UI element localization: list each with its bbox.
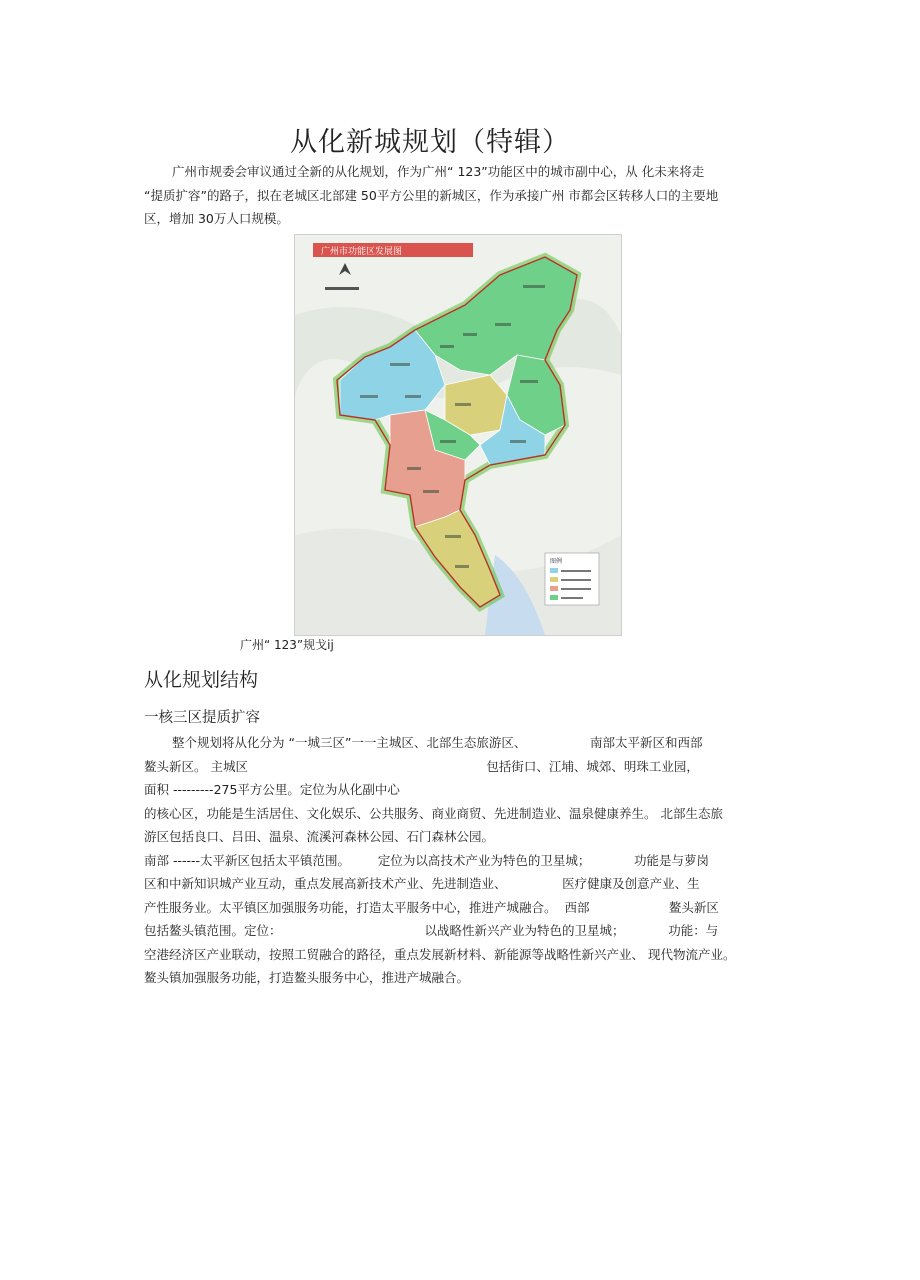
district-map-figure — [294, 234, 622, 636]
body-line: 鳌头新区。 主城区 包括街口、江埔、城郊、明珠工业园， — [144, 758, 699, 774]
legend-swatch-green — [550, 595, 558, 600]
body-line: 包括鳌头镇范围。定位： 以战略性新兴产业为特色的卫星城； 功能：与 — [144, 923, 719, 938]
legend-swatch-red — [550, 586, 558, 591]
body-line: 整个规划将从化分为 “一城三区”一一主城区、北部生态旅游区、 南部太平新区和西部 — [172, 735, 703, 750]
body-line: 面积 ---------275平方公里。定位为从化副中心 — [144, 782, 400, 797]
map-header-text: 广州市功能区发展图 — [321, 247, 403, 257]
body-line: 游区包括良口、吕田、温泉、流溪河森林公园、石门森林公园。 — [144, 829, 495, 844]
intro-paragraph — [144, 160, 768, 231]
legend-swatch-blue — [550, 568, 558, 573]
map-caption: 广州“ 123”规戈ij — [240, 638, 334, 652]
structure-paragraph — [144, 731, 768, 990]
district-map — [295, 235, 621, 635]
body-line: 产性服务业。太平镇区加强服务功能，打造太平服务中心，推进产城融合。 西部 鳌头新区 — [144, 899, 719, 915]
body-line: 南部 ------太平新区包括太平镇范围。 定位为以高技术产业为特色的卫星城； 功能是与萝岗 — [144, 852, 710, 868]
intro-line: “提质扩容”的路子，拟在老城区北部建 50平方公里的新城区，作为承接广州 市都会区转移人口的主要地 — [144, 187, 719, 203]
subsection-heading: 一核三区提质扩容 — [144, 710, 260, 726]
scale-bar — [325, 287, 359, 290]
body-line: 鳌头镇加强服务功能，打造鳌头服务中心，推进产城融合。 — [144, 970, 470, 985]
legend-swatch-yellow — [550, 577, 558, 582]
intro-line: 区，增加 30万人口规模。 — [144, 211, 289, 226]
intro-line: 广州市规委会审议通过全新的从化规划，作为广州“ 123”功能区中的城市副中心，从 化未来将走 — [172, 164, 705, 179]
body-line: 空港经济区产业联动，按照工贸融合的路径，重点发展新材料、新能源等战略性新兴产业、 现代物流产业。 — [144, 946, 736, 962]
body-line: 的核心区，功能是生活居住、文化娱乐、公共服务、商业商贸、先进制造业、温泉健康养生。 北部生态旅 — [144, 805, 723, 821]
document-title: 从化新城规划（特辑） — [290, 127, 570, 158]
map-legend-title: 图例 — [550, 558, 563, 565]
section-heading: 从化规划结构 — [144, 669, 259, 691]
body-line: 区和中新知识城产业互动，重点发展高新技术产业、先进制造业、 医疗健康及创意产业、生 — [144, 876, 700, 891]
